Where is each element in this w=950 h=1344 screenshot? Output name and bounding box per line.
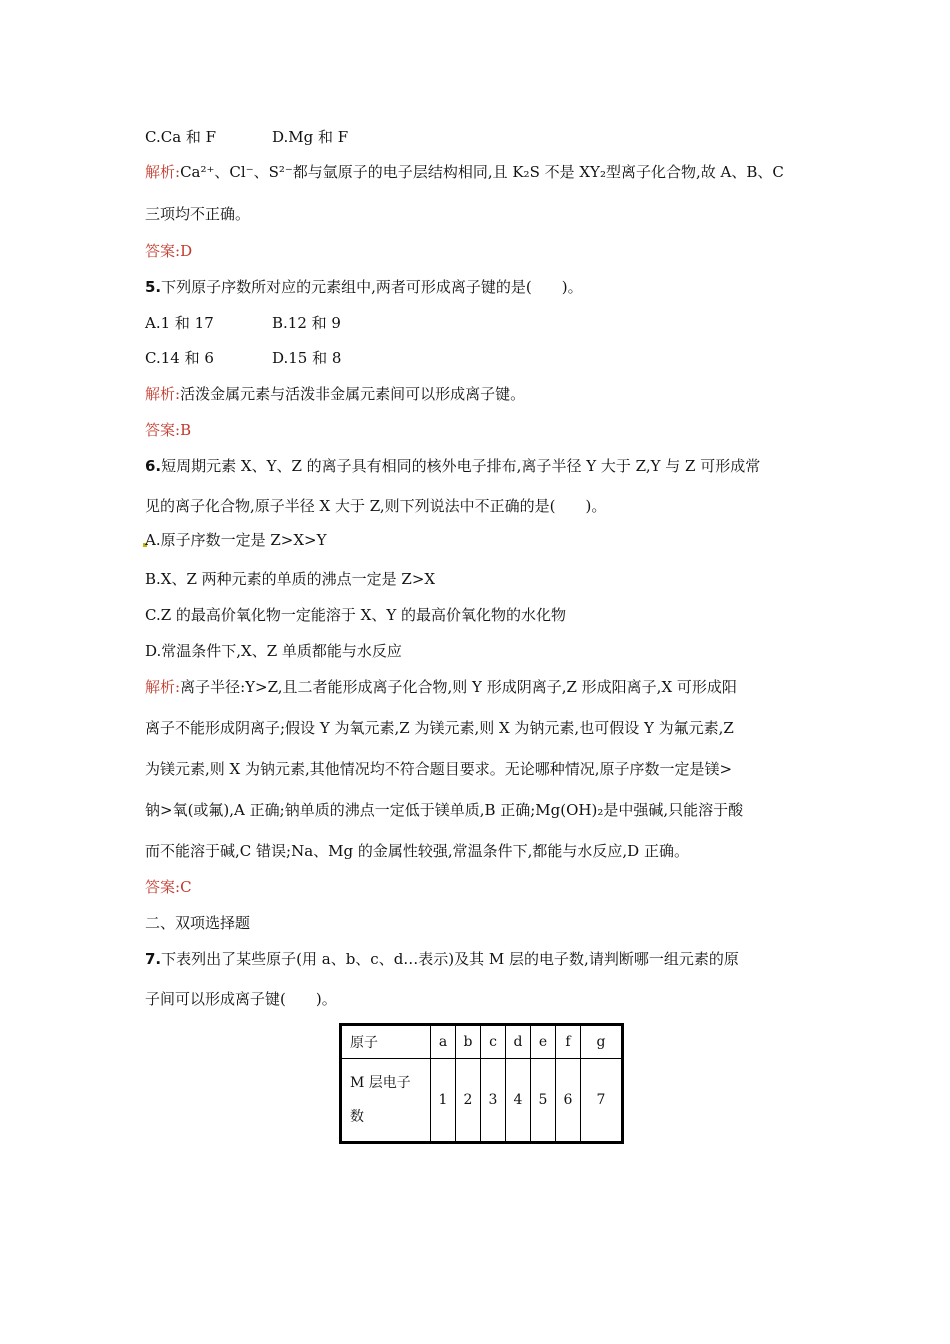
q5-analysis-text: 活泼金属元素与活泼非金属元素间可以形成离子键。 xyxy=(180,385,526,403)
q6-analysis-line3: 为镁元素,则 X 为钠元素,其他情况均不符合题目要求。无论哪种情况,原子序数一定是镁> xyxy=(145,760,733,778)
answer-label: 答案: xyxy=(145,242,181,260)
table-cell: 1 xyxy=(431,1059,456,1143)
q6-analysis-line1: 离子半径:Y>Z,且二者能形成离子化合物,则 Y 形成阴离子,Z 形成阳离子,X 可形成阳 xyxy=(180,678,737,696)
q6-option-a: A.原子序数一定是 Z>X>Y xyxy=(145,531,327,549)
table-cell: 6 xyxy=(556,1059,581,1143)
table-row xyxy=(341,1025,623,1059)
analysis-label: 解析: xyxy=(145,163,181,181)
q5-stem xyxy=(145,277,583,297)
table-cell: 5 xyxy=(531,1059,556,1143)
q6-stem xyxy=(145,456,760,476)
q6-analysis-line5: 而不能溶于碱,C 错误;Na、Mg 的金属性较强,常温条件下,都能与水反应,D 正确。 xyxy=(145,842,689,860)
q7-stem xyxy=(145,949,739,969)
electron-table xyxy=(339,1023,624,1144)
q7-stem-line1: 下表列出了某些原子(用 a、b、c、d…表示)及其 M 层的电子数,请判断哪一组元素的原 xyxy=(161,950,739,968)
q6-analysis xyxy=(145,677,737,697)
question-number: 6. xyxy=(145,457,162,475)
table-cell: a xyxy=(431,1025,456,1059)
q6-stem-line1: 短周期元素 X、Y、Z 的离子具有相同的核外电子排布,离子半径 Y 大于 Z,Y 与 Z 可形成常 xyxy=(161,457,761,475)
answer-value: D xyxy=(180,242,193,260)
q5-option-b: B.12 和 9 xyxy=(272,314,341,332)
answer-label: 答案: xyxy=(145,878,181,896)
q4-analysis xyxy=(145,162,784,182)
q4-analysis-line2: 三项均不正确。 xyxy=(145,205,251,223)
answer-value: B xyxy=(180,421,192,439)
table-row xyxy=(341,1059,623,1143)
section-title: 二、双项选择题 xyxy=(145,914,251,932)
table-cell: d xyxy=(506,1025,531,1059)
q5-option-a: A.1 和 17 xyxy=(145,314,214,332)
table-header-electrons xyxy=(341,1059,431,1143)
analysis-label: 解析: xyxy=(145,385,181,403)
q6-option-c: C.Z 的最高价氧化物一定能溶于 X、Y 的最高价氧化物的水化物 xyxy=(145,606,567,624)
table-cell: 4 xyxy=(506,1059,531,1143)
q4-option-d: D.Mg 和 F xyxy=(272,128,349,146)
table-cell: g xyxy=(581,1025,623,1059)
table-cell: 2 xyxy=(456,1059,481,1143)
table-cell: e xyxy=(531,1025,556,1059)
q5-stem-text: 下列原子序数所对应的元素组中,两者可形成离子键的是( )。 xyxy=(161,278,583,296)
q6-option-d: D.常温条件下,X、Z 单质都能与水反应 xyxy=(145,642,402,660)
q4-option-c-row xyxy=(145,127,349,147)
q5-analysis xyxy=(145,384,525,404)
question-number: 7. xyxy=(145,950,162,968)
q7-stem-line2: 子间可以形成离子键( )。 xyxy=(145,990,337,1008)
q4-analysis-line1: Ca²⁺、Cl⁻、S²⁻都与氩原子的电子层结构相同,且 K₂S 不是 XY₂型离子化合物,故 A、B、C xyxy=(180,163,784,181)
q6-analysis-line4: 钠>氧(或氟),A 正确;钠单质的沸点一定低于镁单质,B 正确;Mg(OH)₂是中强碱,只能溶于酸 xyxy=(145,801,744,819)
table-header-atom: 原子 xyxy=(341,1025,431,1059)
q4-answer xyxy=(145,241,192,261)
q5-option-c: C.14 和 6 xyxy=(145,349,214,367)
answer-label: 答案: xyxy=(145,421,181,439)
table-header-electrons-line1: M 层电子 xyxy=(350,1075,411,1091)
q5-option-d: D.15 和 8 xyxy=(272,349,342,367)
table-cell: c xyxy=(481,1025,506,1059)
q6-analysis-line2: 离子不能形成阴离子;假设 Y 为氧元素,Z 为镁元素,则 X 为钠元素,也可假设 Y 为氟元素,Z xyxy=(145,719,734,737)
q5-answer xyxy=(145,420,191,440)
question-number: 5. xyxy=(145,278,162,296)
table-header-electrons-line2: 数 xyxy=(350,1109,364,1125)
analysis-label: 解析: xyxy=(145,678,181,696)
table-cell: 7 xyxy=(581,1059,623,1143)
table-cell: f xyxy=(556,1025,581,1059)
answer-value: C xyxy=(180,878,192,896)
q4-option-c: C.Ca 和 F xyxy=(145,128,217,146)
q5-options-row2 xyxy=(145,348,342,368)
table-cell: b xyxy=(456,1025,481,1059)
q5-options-row1 xyxy=(145,313,341,333)
q6-option-b: B.X、Z 两种元素的单质的沸点一定是 Z>X xyxy=(145,570,436,588)
q6-answer xyxy=(145,877,192,897)
table-cell: 3 xyxy=(481,1059,506,1143)
q6-stem-line2: 见的离子化合物,原子半径 X 大于 Z,则下列说法中不正确的是( )。 xyxy=(145,497,607,515)
